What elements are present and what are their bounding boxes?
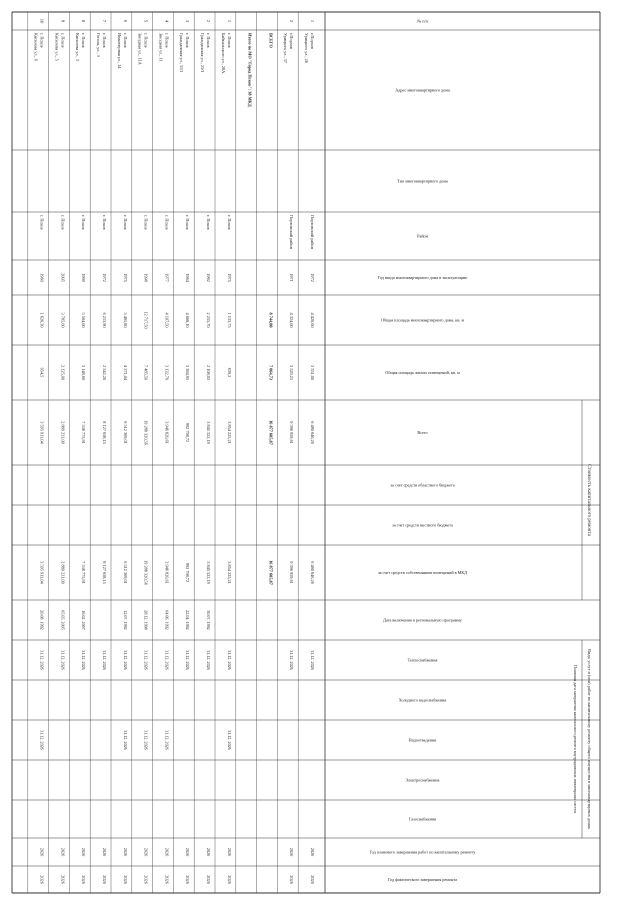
row-inclusion-date: 22.04. 1992 <box>185 610 191 630</box>
row-cost: 16 877 605,87 <box>268 420 274 445</box>
row-year: 1972 <box>102 273 107 282</box>
row-district: г. Псков <box>60 215 66 230</box>
row-num: 6 <box>122 19 128 23</box>
row-plan-date: 31.12. 2026 <box>289 650 295 670</box>
row-year-plan: 2026 <box>226 847 232 857</box>
row-year: 1977 <box>164 273 170 282</box>
row-inclusion-date: 20.08. 1992 <box>39 610 45 630</box>
row-year-done: 2026 <box>310 875 315 884</box>
row-area: 5 465,80 <box>122 312 128 328</box>
row-inclusion-date: 30.07. 1992 <box>206 610 211 630</box>
row-year-done: 2026 <box>289 875 295 884</box>
row-address: г. Псков <box>60 33 66 48</box>
row-plan-date: 31.12. 2026 <box>310 650 315 670</box>
row-living: 7 485,50 <box>143 364 149 381</box>
header-cost-region: за счет средств областного бюджета <box>390 482 455 488</box>
header-electric: Электроснабжения <box>405 777 440 783</box>
row-year-done: 2026 <box>185 875 191 884</box>
row-living: 3 529,21 <box>289 364 295 381</box>
row-owners: 9 396 959,61 <box>289 561 295 584</box>
row-year: 1998 <box>143 273 149 282</box>
row-address-cont: Звездная ул., 11А <box>137 33 143 65</box>
row-area: 2 255,70 <box>206 312 211 328</box>
row-num: 1 <box>310 19 315 23</box>
row-owners: 3 946 820,61 <box>164 561 170 584</box>
row-year: 1975 <box>122 273 128 282</box>
row-year: 1999 <box>81 273 87 282</box>
row-area: 1 626,30 <box>39 312 45 328</box>
row-plan-date: 31.12. 2026 <box>39 650 45 670</box>
header-cold-water: Холодного водоснабжения <box>398 697 447 703</box>
row-plan-date-2: 31.12. 2026 <box>39 730 45 750</box>
header-inclusion-date: Дата включения в региональную программу <box>382 617 463 623</box>
row-living: 3 132,70 <box>164 364 170 381</box>
row-address: г.Порхов <box>310 33 315 49</box>
row-address-cont: Кисилева ул., 3 <box>75 33 81 61</box>
row-year-plan: 2026 <box>206 847 211 857</box>
row-plan-date: 31.12. 2026 <box>164 650 170 670</box>
header-district: Район <box>417 233 428 239</box>
row-district: г. Псков <box>164 215 170 230</box>
row-owners: 6 480 646,26 <box>310 561 315 584</box>
row-year: 1971 <box>289 273 295 282</box>
row-cost: 6 512 369,01 <box>122 421 128 444</box>
row-living: 2 108,03 <box>206 364 211 381</box>
row-year-done: 2026 <box>102 875 107 884</box>
row-area: 4 107,50 <box>164 312 170 328</box>
row-living: 954,5 <box>39 367 45 378</box>
row-district: г. Псков <box>122 215 128 230</box>
row-year-done: 2026 <box>164 875 170 884</box>
row-address: Итого по МО "Город Псков": 38 МКД <box>247 33 253 107</box>
row-living: 2 542,20 <box>102 364 107 381</box>
header-total-area: Общая площадь многоквартирного дома, кв. м <box>380 317 465 323</box>
header-living-area: Общая площадь жилых помещений, кв. м <box>385 370 460 375</box>
row-address-cont: Кисилева ул., 5 <box>54 33 60 61</box>
row-plan-date: 31.12. 2026 <box>102 650 107 670</box>
header-plan-group: Плановая дата завершения капитального ремонта внутридомовых инженерных систем <box>573 665 578 813</box>
row-year-plan: 2026 <box>143 847 149 857</box>
row-living: 4 371,04 <box>122 364 128 381</box>
row-cost: 3 854 225,21 <box>226 421 232 444</box>
row-year-done: 2026 <box>60 875 66 884</box>
row-cost: 3 946 820,61 <box>164 421 170 444</box>
row-district: г. Псков <box>102 215 107 230</box>
row-plan-date: 31.12. 2026 <box>143 650 149 670</box>
header-year-plan: Год планового завершения работ по капитальному ремонту <box>369 849 476 855</box>
row-year-plan: 2026 <box>122 847 128 857</box>
row-district: г. Псков <box>39 215 45 230</box>
row-cost: 8 127 658,15 <box>102 421 107 444</box>
row-owners: 3 595 911,04 <box>39 561 45 584</box>
row-plan-date-2: 31.12. 2026 <box>122 730 128 750</box>
row-num: 2 <box>289 19 295 23</box>
row-address-cont: Звездная ул., 11 <box>158 33 164 62</box>
header-drain: Водоотведения <box>408 737 437 743</box>
row-year: 1972 <box>310 273 315 282</box>
row-living: 639,2 <box>226 367 232 378</box>
row-address: ВСЕГО <box>268 33 274 48</box>
row-cost: 7 538 775,91 <box>81 421 87 444</box>
row-living: 2 125,90 <box>60 364 66 381</box>
row-district: Порховский район <box>310 215 315 250</box>
row-owners: 3 854 225,21 <box>226 561 232 584</box>
row-cost: 19 288 320,56 <box>143 420 149 445</box>
row-area: 1 133,75 <box>226 312 232 328</box>
row-cost: 992 798,72 <box>185 422 191 443</box>
row-num: 2 <box>206 19 211 23</box>
row-num: 7 <box>102 19 107 23</box>
row-area: 6 213,90 <box>102 312 107 328</box>
header-cost-local: за счет средств местного бюджета <box>392 522 453 528</box>
header-heat: Теплоснабжения <box>407 657 438 663</box>
row-year-plan: 2026 <box>164 847 170 857</box>
row-year: 1960 <box>39 273 45 282</box>
row-living: 7 064,73 <box>268 364 274 381</box>
row-address-cont: Инженерная ул., 14 <box>116 33 122 69</box>
row-num: 4 <box>164 19 170 23</box>
row-address: г. Псков <box>164 33 170 48</box>
row-year: 1964 <box>185 273 191 282</box>
row-year-done: 2026 <box>143 875 149 884</box>
row-plan-date: 31.12. 2026 <box>185 650 191 670</box>
row-area: 12 717,50 <box>143 311 149 329</box>
row-year-plan: 2026 <box>310 847 315 857</box>
row-num: 8 <box>81 19 87 23</box>
row-year: 1975 <box>226 273 232 282</box>
row-cost: 2 889 231,09 <box>60 421 66 444</box>
row-area: 3 785,00 <box>60 312 66 328</box>
row-area: 4 420,00 <box>310 312 315 328</box>
row-address: г. Псков <box>39 33 45 48</box>
row-owners: 3 845 322,19 <box>206 561 211 584</box>
row-address-cont: Кисилева ул., 6 <box>33 33 39 61</box>
header-owner-type: Тип многоквартирного дома <box>397 178 448 184</box>
row-num: 5 <box>143 19 149 23</box>
row-plan-date: 31.12. 2026 <box>122 650 128 670</box>
row-num: 1 <box>226 19 232 23</box>
header-year-done: Год фактического завершения ремонта <box>387 877 458 882</box>
row-address: г.Порхов <box>289 33 295 49</box>
row-plan-date: 31.12. 2026 <box>226 650 232 670</box>
row-num: 9 <box>60 19 66 23</box>
row-year-done: 2026 <box>206 875 211 884</box>
row-living: 3 148,60 <box>81 364 87 381</box>
row-address: г. Псков <box>81 33 87 48</box>
row-owners: 6 512 369,01 <box>122 561 128 584</box>
row-inclusion-date: 04.06. 1992 <box>164 610 170 630</box>
row-living: 3 384,95 <box>185 364 191 381</box>
row-address-cont: Гоголя, ул., 3 <box>96 33 101 57</box>
row-inclusion-date: 16.02. 2007 <box>81 610 87 630</box>
row-address-cont: Урицкого ул., 26 <box>304 33 309 63</box>
row-address-cont: Урицкого ул., 37 <box>283 33 289 63</box>
row-year-plan: 2026 <box>81 847 87 857</box>
row-area: 4 668,10 <box>185 312 191 328</box>
row-owners: 992 798,72 <box>185 562 191 583</box>
row-cost: 9 396 959,61 <box>289 421 295 444</box>
row-year: 2005 <box>60 273 66 282</box>
row-plan-date-2: 31.12. 2026 <box>226 730 232 750</box>
row-year-plan: 2026 <box>102 847 107 857</box>
row-address: г. Псков <box>185 33 191 48</box>
header-works-group: Виды услуг и (или) работ по капитальному ремонту общего имущества в многоквартирных домах <box>587 649 592 829</box>
row-cost: 3 845 322,19 <box>206 421 211 444</box>
header-year-built: Год ввода многоквартирного дома в эксплуатацию <box>377 275 468 280</box>
row-inclusion-date: 28.12. 1998 <box>143 610 149 630</box>
row-area: 8 744,00 <box>268 312 274 328</box>
row-inclusion-date: 12.07. 1992 <box>122 610 128 630</box>
row-address-cont: Гражданская ул., 23/1 <box>200 33 205 73</box>
row-address: г. Псков <box>143 33 149 48</box>
row-plan-date: 31.12. 2026 <box>81 650 87 670</box>
row-owners: 8 127 658,15 <box>102 561 107 584</box>
header-cost-total: Всего <box>417 430 428 435</box>
row-plan-date: 31.12. 2026 <box>60 650 66 670</box>
row-owners: 19 288 320,56 <box>143 560 149 585</box>
row-owners: 2 889 231,09 <box>60 561 66 584</box>
row-year-done: 2026 <box>122 875 128 884</box>
row-district: г. Псков <box>143 215 149 230</box>
row-plan-date-2: 31.12. 2026 <box>164 730 170 750</box>
row-district: г. Псков <box>226 215 232 230</box>
row-address-cont: Байкальского ул., 28А <box>220 33 226 74</box>
row-district: Порховский район <box>289 215 295 250</box>
row-owners: 7 538 775,91 <box>81 561 87 584</box>
header-cost-owners: за счет средств собственников помещений в МКД <box>377 570 468 575</box>
row-num: 10 <box>39 18 45 24</box>
row-address: г. Псков <box>226 33 232 48</box>
row-living: 3 551,00 <box>310 364 315 381</box>
header-cost-group: Стоимость капитального ремонта <box>586 464 591 536</box>
row-area: 5 504,00 <box>81 312 87 328</box>
header-num: № п/п <box>417 18 428 24</box>
header-gas: Газоснабжения <box>408 816 437 822</box>
row-area: 4 324,00 <box>289 312 295 328</box>
row-year-done: 2026 <box>81 875 87 884</box>
row-year-plan: 2026 <box>289 847 295 857</box>
row-num: 3 <box>185 19 191 23</box>
row-year-done: 2026 <box>226 875 232 884</box>
row-district: г. Псков <box>81 215 87 230</box>
row-cost: 6 480 646,26 <box>310 421 315 444</box>
row-year-done: 2026 <box>39 875 45 884</box>
header-address: Адрес многоквартирного дома <box>395 87 450 93</box>
row-address: г. Псков <box>122 33 128 48</box>
row-address-cont: Гражданская ул., 11/1 <box>179 33 185 73</box>
row-district: г. Псков <box>206 215 211 230</box>
row-owners: 16 877 605,87 <box>268 560 274 585</box>
row-district: г. Псков <box>185 215 191 230</box>
row-year-plan: 2026 <box>60 847 66 857</box>
row-address: г. Псков <box>102 33 107 48</box>
row-inclusion-date: 05.05. 2005 <box>60 610 66 630</box>
row-address: г. Псков <box>206 33 211 48</box>
row-year: 1962 <box>206 273 211 282</box>
row-cost: 3 595 911,04 <box>39 421 45 444</box>
row-plan-date-2: 31.12. 2026 <box>143 730 149 750</box>
row-year-plan: 2026 <box>185 847 191 857</box>
row-plan-date: 31.12. 2026 <box>206 650 211 670</box>
row-year-plan: 2026 <box>39 847 45 857</box>
